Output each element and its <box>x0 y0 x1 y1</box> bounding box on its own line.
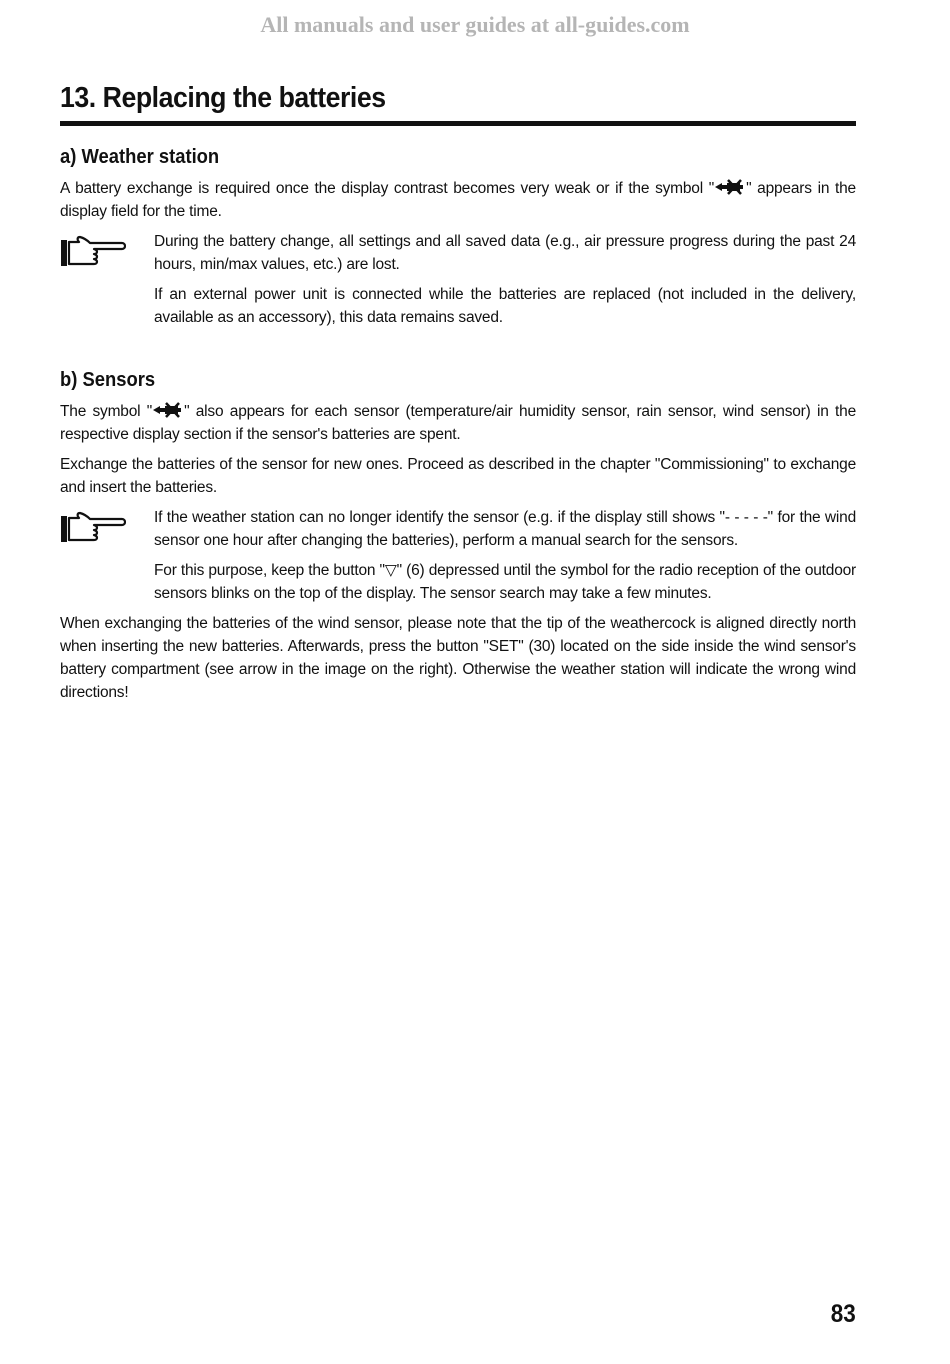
note-a-paragraph-1: During the battery change, all settings and all saved data (e.g., air pressure progress during the past 24 hours, min/max values, etc.) are lost. <box>154 233 856 273</box>
note-b-paragraph-1: If the weather station can no longer identify the sensor (e.g. if the display still shows "- - - - -" for the wind sensor one hour after changing the batteries), perform a manual search for the sensors. <box>154 509 856 549</box>
section-b-paragraph-1 <box>60 400 856 446</box>
note-block-b <box>60 506 856 605</box>
section-a-intro <box>60 177 856 223</box>
note-a-paragraph-2: If an external power unit is connected while the batteries are replaced (not included in the delivery, available as an accessory), this data remains saved. <box>154 286 856 326</box>
battery-low-icon <box>152 402 184 418</box>
section-b-paragraph-3: When exchanging the batteries of the wind sensor, please note that the tip of the weathercock is aligned directly north when inserting the new batteries. Afterwards, press the button "SET" (30) located on the side inside the wind sensor's battery compartment (see arrow in the image on the right). Otherwise the weather station will indicate the wrong wind directions! <box>60 615 856 701</box>
watermark: All manuals and user guides at all-guides.com <box>260 12 690 37</box>
title-rule <box>60 121 856 126</box>
section-a-intro-before: A battery exchange is required once the display contrast becomes very weak or if the symbol " <box>60 180 715 197</box>
section-a-intro-after: " appears in the display field for the time. <box>60 180 856 220</box>
note-b-paragraph-2: For this purpose, keep the button "▽" (6) depressed until the symbol for the radio reception of the outdoor sensors blinks on the top of the display. The sensor search may take a few minutes. <box>154 562 856 602</box>
section-a-heading: a) Weather station <box>60 146 220 168</box>
pointing-hand-icon <box>60 510 126 546</box>
section-b-p1-before: The symbol " <box>60 403 153 420</box>
page-content <box>60 82 856 711</box>
battery-low-icon <box>714 179 746 195</box>
section-b-p1-after: " also appears for each sensor (temperature/air humidity sensor, rain sensor, wind sensor) in the respective display section if the sensor's batteries are spent. <box>60 403 856 443</box>
section-b-heading: b) Sensors <box>60 369 156 391</box>
pointing-hand-icon <box>60 234 126 270</box>
note-block-a <box>60 230 856 329</box>
section-b-paragraph-2: Exchange the batteries of the sensor for new ones. Proceed as described in the chapter "Commissioning" to exchange and insert the batteries. <box>60 456 856 496</box>
chapter-title: 13. Replacing the batteries <box>60 82 386 114</box>
page-number: 83 <box>830 1300 856 1328</box>
